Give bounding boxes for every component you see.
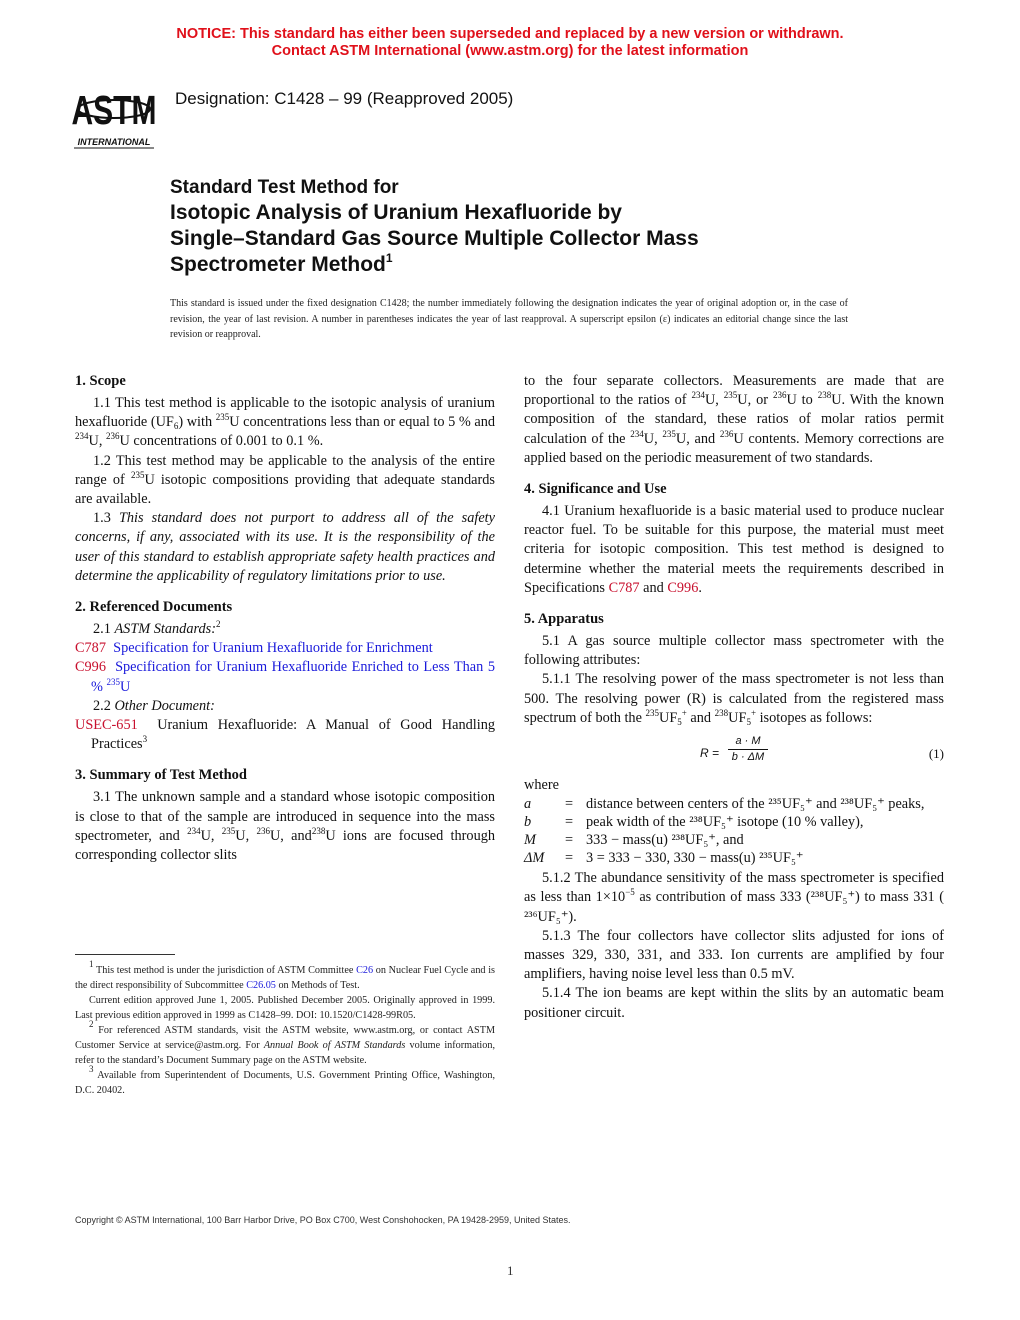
link-c787-title[interactable]: Specification for Uranium Hexafluoride for Enrichment [113, 640, 433, 657]
title-line-2: Single–Standard Gas Source Multiple Collector Mass [170, 227, 699, 250]
footnote-divider [75, 954, 175, 955]
document-title [170, 175, 890, 278]
link-c996-inline[interactable]: C996 [667, 579, 699, 596]
variable-row: a = distance between centers of the ²³⁵UF₅⁺ and ²³⁸UF₅⁺ peaks, [524, 796, 925, 813]
logo-subtitle: INTERNATIONAL [77, 137, 151, 147]
link-c996-title[interactable]: Specification for Uranium Hexafluoride Enriched to Less Than 5 % $^{235}$U [91, 659, 495, 695]
copyright: Copyright © ASTM International, 100 Barr Harbor Drive, PO Box C700, West Conshohocken, PA 19428-2959, United States. [75, 1215, 571, 1225]
paragraph-4-1: 4.1 Uranium hexafluoride is a basic material used to produce nuclear reactor fuel. To be suitable for this purpose, the material must meet criteria for isotopic composition. This test method is designed to determine whether the material meets the requirements described in Specifications C787 and C996. [524, 503, 944, 596]
footnote-1: $^1$ This test method is under the jurisdiction of ASTM Committee C26 on Nuclear Fuel Cycle and is the direct responsibility of Subcommittee C26.05 on Methods of Test. [75, 959, 495, 991]
paragraph-1-3: 1.3 This standard does not purport to address all of the safety concerns, if any, associated with its use. It is the responsibility of the user of this standard to establish appropriate safety health practices and determine the applicability of regulatory limitations prior to use. [75, 510, 495, 584]
equation-1 [524, 734, 944, 768]
paragraph-2-2: 2.2 Other Document: [93, 697, 215, 714]
variable-row: b = peak width of the ²³⁸UF₅⁺ isotope (10 % valley), [524, 814, 864, 831]
equation-denominator: b · ΔM [731, 751, 765, 764]
title-footnote-mark: 1 [385, 251, 393, 265]
left-column [75, 372, 495, 865]
link-c787-inline[interactable]: C787 [608, 579, 640, 596]
notice-line-1: NOTICE: This standard has either been superseded and replaced by a new version or withdrawn. [176, 26, 844, 42]
equation-number: (1) [928, 746, 944, 762]
section-referenced-documents [75, 598, 495, 754]
astm-logo-icon [66, 82, 162, 150]
title-line-3-text: Spectrometer Method [170, 253, 386, 276]
reference-c996 [75, 658, 495, 696]
variable-table [524, 795, 924, 867]
section-heading: 1. Scope [75, 373, 126, 389]
reference-c787 [75, 639, 495, 658]
paragraph-5-1-4: 5.1.4 The ion beams are kept within the slits by an automatic beam positioner circuit. [524, 985, 944, 1021]
paragraph-5-1-3: 5.1.3 The four collectors have collector slits adjusted for ions of masses 329, 330, 331, and 333. Ion currents are amplified by four amplifiers, having noise level less than 0.5 mV. [524, 927, 944, 983]
designation: Designation: C1428 – 99 (Reapproved 2005) [175, 89, 514, 108]
withdrawal-notice [0, 26, 1020, 60]
svg-text:ASTM: ASTM [71, 87, 157, 133]
footnote-2: $^2$ For referenced ASTM standards, visit the ASTM website, www.astm.org, or contact ASTM Customer Service at service@astm.org. For Annual Book of ASTM Standards volume information, refer to the standard’s Document Summary page on the ASTM website. [75, 1019, 495, 1066]
title-line-1: Isotopic Analysis of Uranium Hexafluoride by [170, 201, 622, 224]
title-prefix: Standard Test Method for [170, 177, 399, 198]
variable-row: M = 333 − mass(u) ²³⁸UF₅⁺, and [524, 832, 744, 849]
equation-lhs: R = [700, 746, 720, 761]
paragraph-5-1: 5.1 A gas source multiple collector mass spectrometer with the following attributes: [524, 633, 944, 669]
paragraph-3-1-continued: to the four separate collectors. Measurements are made that are proportional to the ratios of $^{234}$U, $^{235}$U, or $^{236}$U to $^{238}$U. With the known composition of the standard, these ratios of molar ratios permit calculation of the $^{234}$U, $^{235}$U, and $^{236}$U contents. Memory corrections are applied based on the periodic measurement of two standards. [524, 373, 944, 466]
section-heading: 2. Referenced Documents [75, 599, 233, 616]
section-apparatus [524, 610, 944, 1023]
paragraph-1-2: 1.2 This test method may be applicable to the analysis of the entire range of $^{235}$U isotopic compositions providing that adequate standards are available. [75, 452, 495, 508]
section-heading: 3. Summary of Test Method [75, 767, 247, 784]
footnote-3: $^3$ Available from Superintendent of Documents, U.S. Government Printing Office, Washington, D.C. 20402. [75, 1064, 495, 1096]
link-usec-651[interactable]: USEC-651 [75, 717, 138, 734]
edition-note: Current edition approved June 1, 2005. Published December 2005. Originally approved in 1999. Last previous edition approved in 1999 as C1428–99. DOI: 10.1520/C1428-99R05. [75, 995, 495, 1021]
paragraph-5-1-1: 5.1.1 The resolving power of the mass spectrometer is not less than 500. The resolving power (R) is calculated from the registered mass spectrum of both the $^{235}UF_5^+$ and $^{238}UF_5^+$ isotopes as follows: [524, 671, 944, 727]
section-summary [75, 766, 495, 865]
where-definitions [524, 776, 944, 867]
equation-numerator: a · M [728, 734, 768, 750]
link-c26[interactable]: C26 [356, 965, 374, 976]
equation-fraction [728, 734, 768, 765]
section-heading: 5. Apparatus [524, 611, 604, 628]
link-c26-05[interactable]: C26.05 [246, 980, 276, 991]
paragraph-1-1: 1.1 This test method is applicable to the isotopic analysis of uranium hexafluoride $(UF_6)$ with $^{235}$U concentrations less than or equal to 5 % and $^{234}$U, $^{236}$U concentrations of 0.001 to 0.1 %. [75, 395, 496, 450]
reference-usec-651: USEC-651 Uranium Hexafluoride: A Manual of Good Handling Practices$^3$ [75, 717, 496, 753]
footnotes [75, 959, 495, 1098]
section-scope [75, 372, 495, 586]
issued-note: This standard is issued under the fixed designation C1428; the number immediately following the designation indicates the year of original adoption or, in the case of revision, the year of last revision. A number in parentheses indicates the year of last reapproval. A superscript epsilon (ε) indicates an editorial change since the last revision or reapproval. [170, 298, 848, 340]
paragraph-3-1: 3.1 The unknown sample and a standard whose isotopic composition is close to that of the sample are introduced in sequence into the mass spectrometer, and $^{234}$U, $^{235}$U, $^{236}$U, and$^{238}$U ions are focused through corresponding collector slits [75, 789, 496, 864]
section-significance [524, 480, 944, 598]
variable-row: ΔM = 3 = 333 − 330, 330 − mass(u) ²³⁵UF₅⁺ [524, 850, 804, 867]
title-line-3 [170, 252, 890, 278]
right-column [524, 372, 944, 1023]
page-number: 1 [507, 1263, 514, 1278]
astm-logo [66, 82, 162, 150]
where-label: where [524, 777, 559, 794]
link-c996[interactable]: C996 [75, 659, 106, 676]
section-heading: 4. Significance and Use [524, 481, 667, 498]
link-c787[interactable]: C787 [75, 640, 106, 657]
paragraph-5-1-2: 5.1.2 The abundance sensitivity of the mass spectrometer is specified as less than $1\times 10^{-5}$ as contribution of mass 333 (²³⁸UF₅⁺) to mass 331 ( ²³⁶UF₅⁺). [524, 870, 944, 925]
notice-line-2: Contact ASTM International (www.astm.org) for the latest information [271, 43, 749, 59]
paragraph-2-1: 2.1 ASTM Standards:$^2$ [93, 619, 221, 638]
